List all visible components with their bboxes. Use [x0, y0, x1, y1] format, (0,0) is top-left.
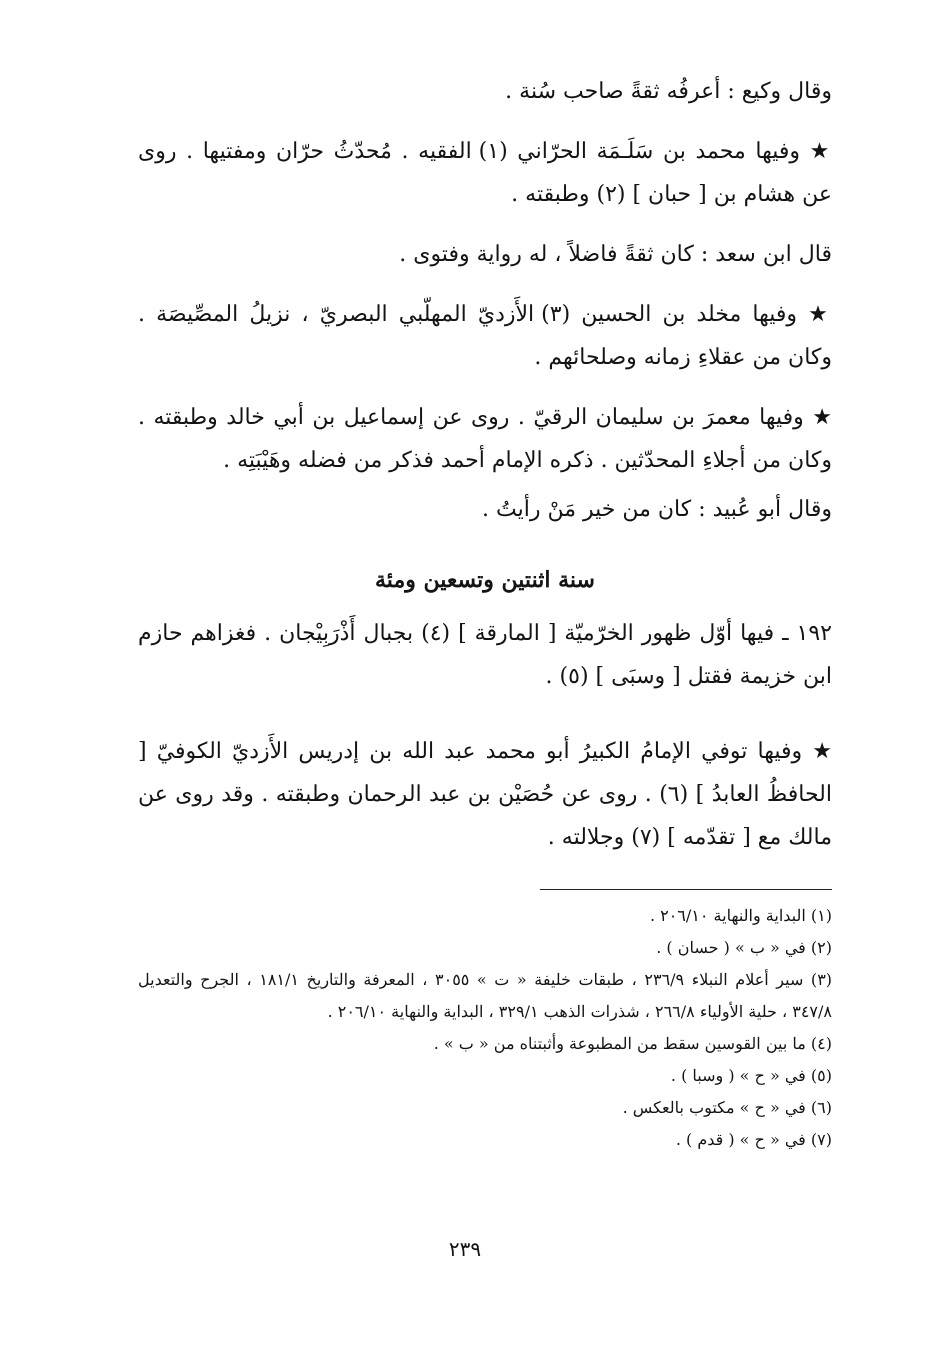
- footnote-7: (٧) في « ح » ( قدم ) .: [675, 1130, 832, 1149]
- body-text-upper: [138, 70, 832, 531]
- footnote-5: (٥) في « ح » ( وسبا ) .: [670, 1066, 832, 1085]
- paragraph-abu-ubayd: وقال أبو عُبيد : كان من خير مَنْ رأيتُ .: [482, 497, 832, 522]
- footnote-1: (١) البداية والنهاية ٢٠٦/١٠ .: [649, 906, 832, 925]
- footnote-2: (٢) في « ب » ( حسان ) .: [656, 938, 832, 957]
- footnote-4: (٤) ما بين القوسين سقط من المطبوعة وأثبتناه من « ب » .: [433, 1034, 832, 1053]
- footnotes: [138, 900, 832, 1156]
- body-text-lower: [138, 612, 832, 859]
- page-number: ٢٣٩: [448, 1237, 482, 1261]
- paragraph-waki: وقال وكيع : أعرفُه ثقةً صاحب سُنة .: [505, 79, 832, 104]
- paragraph-makhlad: ★ وفيها مخلد بن الحسين (٣) الأَزديّ المهلّبي البصريّ ، نزيلُ المصِّيصَة . وكان من عقلاءِ زمانه وصلحائهم .: [138, 302, 832, 370]
- paragraph-muammar: ★ وفيها معمرَ بن سليمان الرقيّ . روى عن إسماعيل بن أبي خالد وطبقته . وكان من أجلاءِ المحدّثين . ذكره الإمام أحمد فذكر من فضله وهَيْبَتِه .: [138, 405, 832, 473]
- footnote-divider: [540, 889, 832, 890]
- paragraph-khurramiyya: ١٩٢ ـ فيها أوّل ظهور الخرّميّة [ المارقة ] (٤) بجبال أَذْرَبِيْجان . فغزاهم حازم ابن خزيمة فقتل [ وسبَى ] (٥) .: [138, 621, 832, 689]
- paragraph-ibn-saad: قال ابن سعد : كان ثقةً فاضلاً ، له رواية وفتوى .: [399, 242, 832, 267]
- footnote-3: (٣) سير أعلام النبلاء ٢٣٦/٩ ، طبقات خليفة « ت » ٣٠٥٥ ، المعرفة والتاريخ ١٨١/١ ، الجرح والتعديل ٣٤٧/٨ ، حلية الأولياء ٢٦٦/٨ ، شذرات الذهب ٣٢٩/١ ، البداية والنهاية ٢٠٦/١٠ .: [138, 970, 833, 1021]
- paragraph-ibn-idris: ★ وفيها توفي الإمامُ الكبيرُ أبو محمد عبد الله بن إدريس الأَزديّ الكوفيّ [ الحافظُ العابدُ ] (٦) . روى عن حُصَيْن بن عبد الرحمان وطبقته . وقد روى عن مالك مع [ تقدّمه ] (٧) وجلالته .: [138, 739, 832, 850]
- paragraph-muhammad-ibn-salama: ★ وفيها محمد بن سَلَـمَة الحرّاني (١) الفقيه . مُحدّثُ حرّان ومفتيها . روى عن هشام بن [ حبان ] (٢) وطبقته .: [138, 139, 832, 207]
- footnote-6: (٦) في « ح » مكتوب بالعكس .: [622, 1098, 832, 1117]
- section-heading: سنة اثنتين وتسعين ومئة: [375, 567, 595, 593]
